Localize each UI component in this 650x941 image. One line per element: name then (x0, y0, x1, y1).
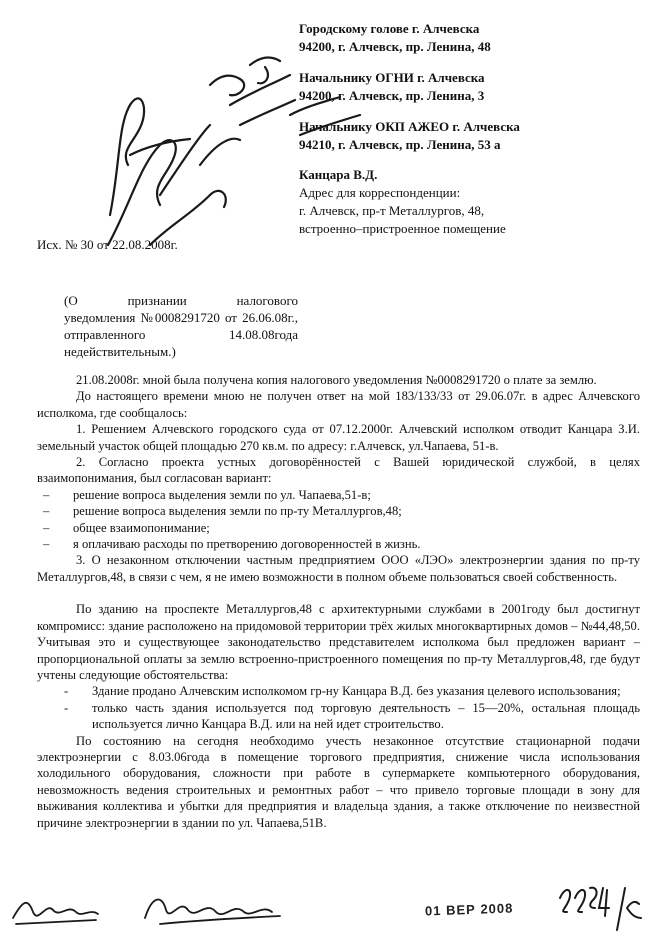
paragraph: 1. Решением Алчевского городского суда от 07.12.2000г. Алчевский исполком отводит Канцара З.И. земельный участок общей площадью 270 кв.м. по адресу: г.Алчевск, ул.Чапаева, 51-в. (37, 422, 640, 453)
paragraph: По состоянию на сегодня необходимо учесть незаконное отсутствие стационарной подачи электроэнергии с 8.03.06года в помещение торгового предприятия, снижение числа использования холодильного оборудования, сложности при работе в супермаркете компьютерного оборудования, невозможность ведения строительных и ремонтных работ – что привело торговые площади в зону для выживания коллектива и убытки для предприятия и владельца здания, а также отключение по неизвестной причине электроэнергии в здании по ул. Чапаева,51В. (37, 733, 640, 830)
signature-1 (8, 890, 103, 930)
list-item (37, 536, 640, 552)
addressee-line: Начальнику ОКП АЖЕО г. Алчевска (299, 119, 520, 134)
letter-body (37, 372, 640, 831)
sender-name: Канцара В.Д. (299, 167, 378, 182)
addressee-mayor (299, 20, 491, 56)
paragraph: По зданию на проспекте Металлургов,48 с архитектурными службами в 2001году был достигнут компромисс: здание расположено на придомовой территории трёх жилых многоквартирных домов – №44,48,50. Учитывая это и существующее законодательство представителем исполкома был предложен вариант – пропорциональной оплаты за землю встроенно-пристроенного помещения по пр-ту Металлургов,48, где будут учтены следующие обстоятельства: (37, 602, 640, 682)
paragraph: 21.08.2008г. мной была получена копия налогового уведомления №0008291720 о плате за землю. (76, 373, 597, 387)
list-dash: – (43, 520, 50, 535)
list-dash: - (64, 700, 69, 715)
subject-line: (О признании налогового (64, 293, 298, 308)
signature-2 (140, 888, 290, 928)
addressee-okp (299, 118, 520, 154)
subject-block (64, 292, 298, 360)
sender-address-line: Адрес для корреспонденции: (299, 185, 461, 200)
sender-address-line: г. Алчевск, пр-т Металлургов, 48, (299, 203, 485, 218)
list-dash: - (64, 684, 69, 699)
list-item (37, 700, 640, 733)
list-item (37, 683, 640, 699)
addressee-ogni (299, 69, 485, 105)
paragraph: 3. О незаконном отключении частным предприятием ООО «ЛЭО» электроэнергии здания по пр-ту Металлургов,48, в связи с чем, я не имею возможности в полном объеме пользоваться своей собственность. (37, 553, 640, 584)
paragraph: До настоящего времени мною не получен ответ на мой 183/133/33 от 29.06.07г. в адрес Алчевского исполкома, где сообщалось: (37, 389, 640, 420)
outgoing-reference: Исх. № 30 от 22.08.2008г. (37, 237, 178, 252)
paragraph: 2. Согласно проекта устных договорённостей с Вашей юридической службой, в целях взаимопонимания, был согласован вариант: (37, 455, 640, 486)
list-item-text: общее взаимопонимание; (73, 520, 210, 535)
addressee-line: 94200, г. Алчевск, пр. Ленина, 48 (299, 39, 491, 54)
subject-line: отправленного 14.08.08года (64, 327, 298, 342)
list-item-text: Здание продано Алчевским исполкомом гр-ну Канцара В.Д. без указания целевого использования; (92, 684, 621, 699)
list-item-text: решение вопроса выделения земли по пр-ту Металлургов,48; (73, 504, 402, 519)
list-item (37, 487, 640, 503)
list-item-text: я оплачиваю расходы по претворению договоренностей в жизнь. (73, 537, 421, 552)
list-dash: – (43, 487, 50, 502)
list-dash: – (43, 504, 50, 519)
list-item (37, 520, 640, 536)
registration-number-handwritten (555, 878, 645, 933)
receipt-stamp: 01 ВЕР 2008 (424, 900, 514, 919)
list-item-text: только часть здания используется под торговую деятельность – 15—20%, остальная площадь используется лично Канцара В.Д. или на ней идет строительство. (92, 700, 640, 732)
addressee-line: Начальнику ОГНИ г. Алчевска (299, 70, 485, 85)
spacer (37, 585, 640, 601)
addressee-line: Городскому голове г. Алчевска (299, 21, 480, 36)
sender-address-line: встроенно–пристроенное помещение (299, 221, 506, 236)
subject-line: уведомления №0008291720 от 26.06.08г., (64, 310, 298, 325)
list-dash: – (43, 537, 50, 552)
list-item (37, 503, 640, 519)
list-item-text: решение вопроса выделения земли по ул. Чапаева,51-в; (73, 487, 371, 502)
subject-line: недействительным.) (64, 344, 176, 359)
addressee-line: 94200, г. Алчевск, пр. Ленина, 3 (299, 88, 485, 103)
sender-block (299, 166, 506, 238)
addressee-line: 94210, г. Алчевск, пр. Ленина, 53 а (299, 137, 501, 152)
